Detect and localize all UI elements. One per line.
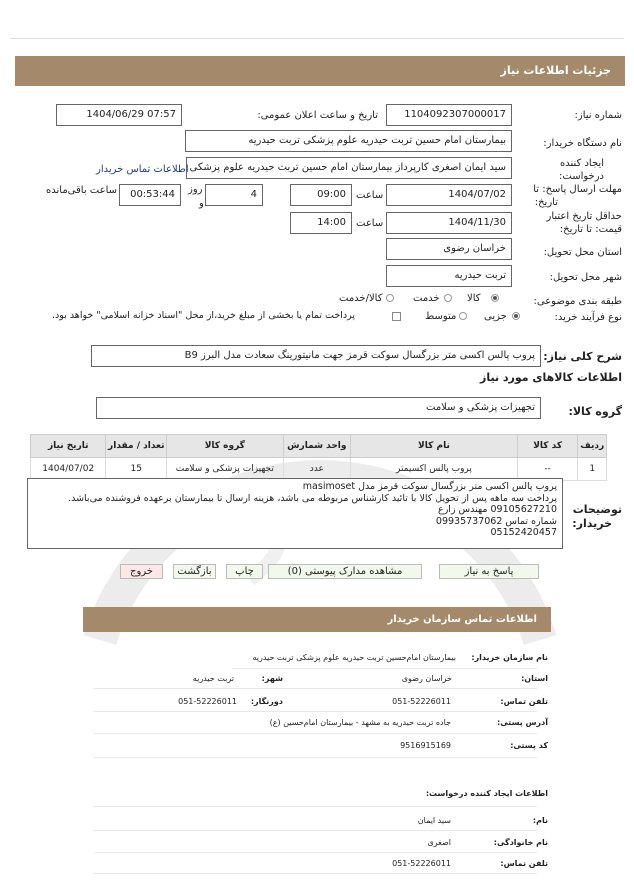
validity-time-label: ساعت	[356, 218, 384, 229]
deadline-date-field: 1404/07/02	[386, 184, 512, 206]
notes-label-2: خریدار:	[572, 517, 612, 530]
validity-date-field: 1404/11/30	[386, 212, 512, 234]
goods-group-label: گروه کالا:	[568, 405, 622, 418]
fax-value: 051-52226011	[178, 697, 237, 706]
cell-row: 1	[578, 458, 607, 481]
deadline-label-2: تاریخ:	[534, 197, 558, 208]
address-value: جاده تربت حیدریه به مشهد - بیمارستان امام‌حسین (ع)	[269, 718, 451, 727]
days-label: روز	[188, 184, 203, 195]
cell-unit: عدد	[283, 458, 350, 481]
creator-phone-value: 051-52226011	[392, 859, 451, 868]
divider	[94, 733, 537, 734]
remaining-time-label: ساعت باقی‌مانده	[46, 185, 118, 196]
need-number-label: شماره نیاز:	[574, 110, 622, 121]
col-qty: تعداد / مقدار	[106, 435, 167, 458]
divider	[232, 668, 537, 669]
col-date: تاریخ نیاز	[31, 435, 106, 458]
attachments-button[interactable]: مشاهده مدارک پیوستی (0)	[268, 564, 422, 579]
goods-group-field: تجهیزات پزشکی و سلامت	[96, 397, 541, 419]
phone-label: تلفن تماس:	[500, 697, 548, 706]
contact-header-title: اطلاعات تماس سازمان خریدار	[387, 614, 537, 625]
postal-value: 9516915169	[400, 741, 451, 750]
divider	[94, 830, 537, 831]
category-label: طبقه بندی موضوعی:	[533, 296, 622, 307]
deadline-time-label: ساعت	[356, 190, 384, 201]
goods-table-header	[31, 435, 607, 458]
last-name-value: اصغری	[427, 838, 451, 847]
goods-section-title: اطلاعات کالاهای مورد نیاز	[480, 371, 622, 384]
divider	[94, 757, 537, 758]
notes-line: 09105627210 مهندس زارع	[438, 504, 557, 515]
city-contact-label: شهر:	[261, 674, 283, 683]
notes-line: شماره تماس 09935737062	[435, 515, 557, 527]
announce-label: تاریخ و ساعت اعلان عمومی:	[257, 110, 378, 121]
creator-label-2: درخواست:	[559, 171, 604, 182]
deadline-time-field: 09:00	[290, 184, 352, 206]
city-label: شهر محل تحویل:	[549, 272, 622, 283]
category-radio-both[interactable]	[386, 294, 394, 302]
category-option-both: کالا/خدمت	[339, 293, 383, 304]
details-header-title: جزئیات اطلاعات نیاز	[500, 64, 611, 77]
address-label: آدرس پستی:	[497, 718, 548, 727]
first-name-value: سید ایمان	[417, 816, 451, 825]
creator-info-title: اطلاعات ایجاد کننده درخواست:	[425, 789, 548, 798]
days-field: 4	[205, 184, 263, 206]
fax-label: دورنگار:	[250, 697, 283, 706]
divider	[94, 873, 537, 874]
province-contact-value: خراسان رضوی	[401, 674, 452, 683]
city-contact-value: تربت حیدریه	[192, 674, 234, 683]
treasury-note: پرداخت تمام یا بخشی از مبلغ خرید،از محل "اسناد خزانه اسلامی" خواهد بود.	[52, 310, 355, 321]
buyer-org-label: نام دستگاه خریدار:	[543, 138, 622, 149]
creator-label-1: ایجاد کننده	[560, 158, 604, 169]
process-radio-minor[interactable]	[512, 312, 520, 320]
cell-group: تجهیزات پزشکی و سلامت	[167, 458, 284, 481]
category-radio-goods[interactable]	[491, 294, 499, 302]
deadline-label-1: مهلت ارسال پاسخ: تا	[533, 184, 622, 195]
province-field: خراسان رضوی	[386, 238, 512, 260]
process-label: نوع فرآیند خرید:	[554, 312, 622, 323]
announce-field: 1404/06/29 07:57	[56, 104, 182, 126]
summary-label: شرح کلی نیاز:	[543, 350, 622, 363]
buyer-org-field: بیمارستان امام حسین تربت حیدریه علوم پزشکی تربت حیدریه	[185, 130, 512, 152]
notes-box	[27, 478, 563, 549]
print-button[interactable]: چاپ	[226, 564, 263, 579]
need-number-field: 1104092307000017	[386, 104, 512, 126]
phone-value: 051-52226011	[392, 697, 451, 706]
city-field: تربت حیدریه	[386, 265, 512, 287]
creator-phone-label: تلفن تماس:	[500, 859, 548, 868]
notes-line: پرداخت سه ماهه پس از تحویل کالا با تائید کارشناس مربوطه می باشد، هزینه ارسال تا بیمارستان برعهده فروشنده می‌باشد.	[68, 492, 557, 504]
cell-qty: 15	[106, 458, 167, 481]
details-header	[15, 56, 625, 86]
validity-label-1: حداقل تاریخ اعتبار	[546, 211, 622, 222]
buyer-contact-link[interactable]: اطلاعات تماس خریدار	[96, 164, 189, 175]
process-option-minor: جزیی	[484, 311, 507, 322]
notes-label-1: توضیحات	[572, 503, 622, 516]
validity-label-2: قیمت: تا تاریخ:	[559, 224, 622, 235]
divider	[94, 711, 537, 712]
remaining-time-field: 00:53:44	[119, 184, 181, 206]
validity-time-field: 14:00	[290, 212, 352, 234]
top-rule	[10, 38, 624, 39]
contact-header	[83, 607, 551, 632]
col-code: کد کالا	[517, 435, 578, 458]
province-label: استان محل تحویل:	[543, 247, 622, 258]
province-contact-label: استان:	[521, 674, 548, 683]
category-option-service: خدمت	[413, 293, 440, 304]
days-suffix: و	[199, 198, 204, 209]
creator-field: سید ایمان اصغری کارپرداز بیمارستان امام حسین تربت حیدریه علوم پزشکی	[186, 157, 512, 179]
divider	[94, 806, 537, 807]
col-group: گروه کالا	[167, 435, 284, 458]
divider	[94, 852, 537, 853]
divider	[94, 688, 537, 689]
process-radio-medium[interactable]	[459, 312, 467, 320]
notes-line: 05152420457	[490, 527, 557, 538]
first-name-label: نام:	[532, 816, 548, 825]
back-button[interactable]: بازگشت	[173, 564, 216, 579]
summary-field: پروب پالس اکسی متر بزرگسال سوکت قرمز جهت مانیتورینگ سعادت مدل البرز B9	[91, 345, 541, 367]
cell-name: پروب پالس اکسیمتر	[351, 458, 518, 481]
last-name-label: نام خانوادگی:	[493, 838, 548, 847]
col-row: ردیف	[578, 435, 607, 458]
exit-button[interactable]: خروج	[120, 564, 163, 579]
col-unit: واحد شمارش	[283, 435, 350, 458]
cell-code: --	[517, 458, 578, 481]
treasury-checkbox[interactable]	[392, 312, 401, 321]
org-label: نام سازمان خریدار:	[471, 653, 548, 662]
org-value: بیمارستان امام‌حسین تربت حیدریه علوم پزشکی تربت حیدریه	[252, 653, 456, 662]
col-name: نام کالا	[351, 435, 518, 458]
reply-button[interactable]: پاسخ به نیاز	[439, 564, 539, 579]
cell-date: 1404/07/02	[31, 458, 106, 481]
category-radio-service[interactable]	[444, 294, 452, 302]
process-option-medium: متوسط	[425, 311, 457, 322]
notes-line: پروب پالس اکسی متر بزرگسال سوکت قرمز مدل masimoset	[302, 481, 557, 492]
category-option-goods: کالا	[467, 293, 481, 304]
goods-table	[30, 434, 607, 481]
postal-label: کد پستی:	[510, 741, 548, 750]
